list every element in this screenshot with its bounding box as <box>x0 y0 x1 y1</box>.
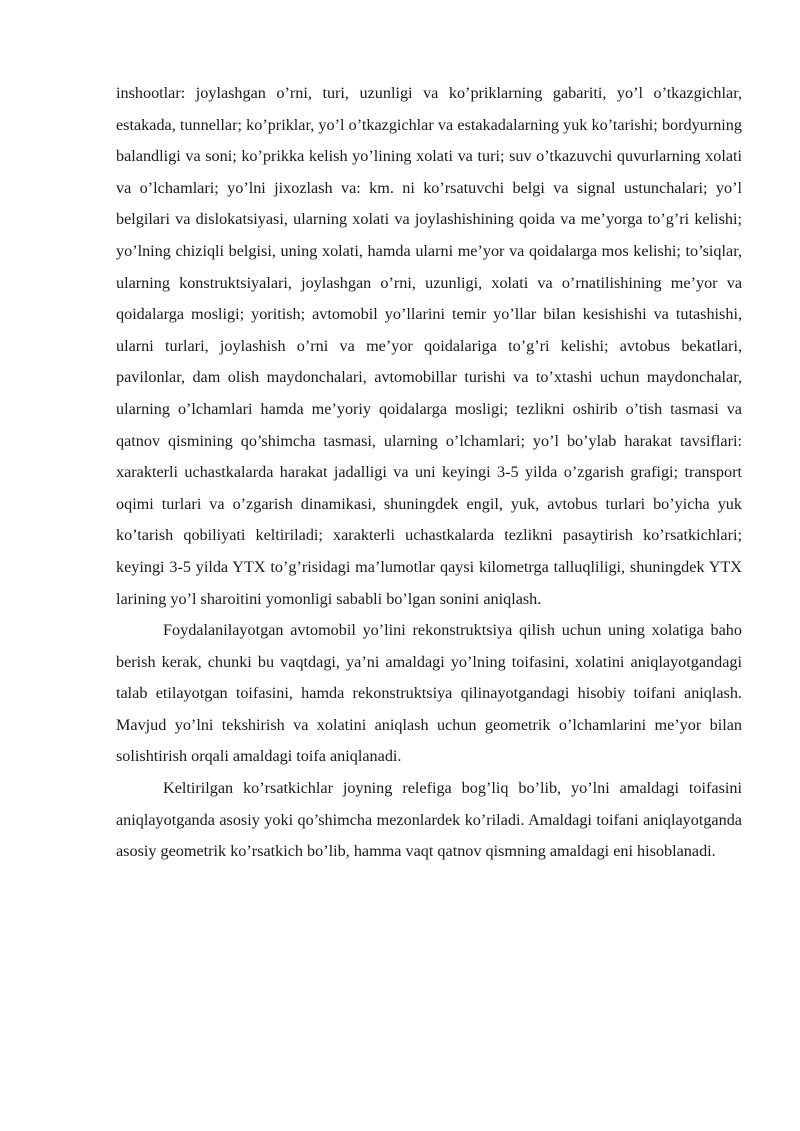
paragraph-category-criteria: Keltirilgan ko’rsatkichlar joyning relefiga bog’liq bo’lib, yo’lni amaldagi toifasini aniqlayotganda asosiy yoki qo’shimcha mezonlardek ko’riladi. Amaldagi toifani aniqlayotganda asosiy geometrik ko’rsatkich bo’lib, hamma vaqt qatnov qismning amaldagi eni hisoblanadi. <box>116 779 742 861</box>
paragraph-road-assessment: Foydalanilayotgan avtomobil yo’lini rekonstruktsiya qilish uchun uning xolatiga baho berish kerak, chunki bu vaqtdagi, ya’ni amaldagi yo’lning toifasini, xolatini aniqlayotgandagi talab etilayotgan toifasini, hamda rekonstruktsiya qilinayotgandagi hisobiy toifani aniqlash. Mavjud yo’lni tekshirish va xolatini aniqlash uchun geometrik o’lchamlarini me’yor bilan solishtirish orqali amaldagi toifa aniqlanadi. <box>116 621 742 766</box>
paragraph-road-structures: inshootlar: joylashgan o’rni, turi, uzunligi va ko’priklarning gabariti, yo’l o’tkazgichlar, estakada, tunnellar; ko’priklar, yo’l o’tkazgichlar va estakadalarning yuk ko’tarishi; bordyurning balandligi va soni; ko’prikka kelish yo’lining xolati va turi; suv o’tkazuvchi quvurlarning xolati va o’lchamlari; yo’lni jixozlash va: km. ni ko’rsatuvchi belgi va signal ustunchalari; yo’l belgilari va dislokatsiyasi, ularning xolati va joylashishining qoida va me’yorga to’g’ri kelishi; yo’lning chiziqli belgisi, uning xolati, hamda ularni me’yor va qoidalarga mos kelishi; to’siqlar, ularning konstruktsiyalari, joylashgan o’rni, uzunligi, xolati va o’rnatilishining me’yor va qoidalarga mosligi; yoritish; avtomobil yo’llarini temir yo’llar bilan kesishishi va tutashishi, ularni turlari, joylashish o’rni va me’yor qoidalariga to’g’ri kelishi; avtobus bekatlari, pavilonlar, dam olish maydonchalari, avtomobillar turishi va to’xtashi uchun maydonchalar, ularning o’lchamlari hamda me’yoriy qoidalarga mosligi; tezlikni oshirib o’tish tasmasi va qatnov qismining qo’shimcha tasmasi, ularning o’lchamlari; yo’l bo’ylab harakat tavsiflari: xarakterli uchastkalarda harakat jadalligi va uni keyingi 3-5 yilda o’zgarish grafigi; transport oqimi turlari va o’zgarish dinamikasi, shuningdek engil, yuk, avtobus turlari bo’yicha yuk ko’tarish qobiliyati keltiriladi; xarakterli uchastkalarda tezlikni pasaytirish ko’rsatkichlari; keyingi 3-5 yilda YTX to’g’risidagi ma’lumotlar qaysi kilometrga talluqliligi, shuningdek YTX larining yo’l sharoitini yomonligi sababli bo’lgan sonini aniqlash. <box>116 84 742 608</box>
document-page <box>116 78 742 868</box>
